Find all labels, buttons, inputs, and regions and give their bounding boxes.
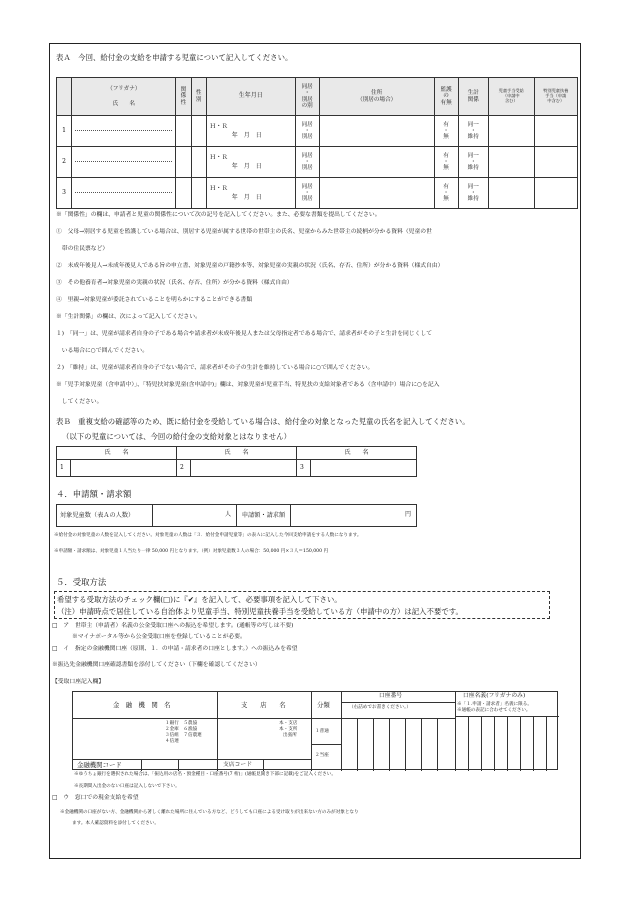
livelihood-choice[interactable]: 同一 ・ 維持 (458, 147, 488, 178)
option-u-note: ※金融機関の口座がない方、金融機関から著しく離れた場所に住んでいる方など、どうしても口座による受け取りが出来ない方のみが対象となり (60, 810, 359, 815)
account-type-checking[interactable]: ２当座 (315, 753, 329, 758)
table-a-header-row (57, 78, 578, 116)
account-number-header: 口座番号 (379, 693, 403, 699)
row-number: 2 (57, 147, 72, 178)
relation-input[interactable] (176, 178, 191, 209)
branch-type-option[interactable]: 本・支所 (279, 727, 298, 732)
special-allowance-input[interactable] (534, 116, 577, 147)
birthdate-input[interactable]: Ｈ・Ｒ 年 月 日 (206, 178, 295, 209)
table-b-header-row: 氏 名 氏 名 氏 名 (57, 447, 417, 460)
yucho-note: ※ゆうちょ銀行を選択された場合は、「振込用の店名・預金種目・口座番号(7 桁)」(通帳見開き下部に記載)をご記入ください。 (74, 772, 336, 777)
name-header: （フリガナ） 氏 名 (72, 78, 176, 116)
table-a-row-2 (57, 147, 578, 178)
branch-name-header: 支 店 名 (241, 701, 286, 709)
relation-input[interactable] (176, 116, 191, 147)
bank-type-option[interactable]: ３信組 ７信農連 (165, 733, 202, 738)
child-count-label: 対象児童数（表Ａの人数） (57, 505, 153, 527)
livelihood-header: 生計 関係 (458, 78, 488, 116)
child-allowance-input[interactable] (488, 116, 534, 147)
cohabitation-choice[interactable]: 同居 ・ 別居 (295, 116, 319, 147)
branch-type-option[interactable]: 本・支店 (279, 721, 298, 726)
address-header: 住所 （別居の場合） (319, 78, 434, 116)
section-4-title: ４．申請額・請求額 (56, 489, 132, 499)
livelihood-choice[interactable]: 同一 ・ 維持 (458, 116, 488, 147)
table-b-subtitle: （以下の児童については、今回の給付金の支給対象とはなりません） (62, 432, 291, 441)
account-holder-note: ※通帳の表記に合わせてください。 (457, 708, 531, 713)
bank-code-label: 金融機関コード (77, 761, 122, 769)
option-u-note: ます。本人確認資料を添付してください。 (72, 821, 159, 826)
child-allowance-header: 児童手当受給 （申請中 含む） (488, 78, 534, 116)
child-name-input[interactable] (72, 178, 176, 209)
account-table (72, 691, 558, 770)
sex-input[interactable] (191, 147, 206, 178)
note-line: 帯の住民票など） (56, 246, 109, 252)
special-allowance-input[interactable] (534, 147, 577, 178)
prior-child-name-input[interactable] (71, 460, 177, 477)
account-section-label: 【受取口座記入欄】 (52, 679, 105, 685)
amount-label: 申請額・請求額 (237, 505, 291, 527)
option-a-note: ※マイナポータル等から公金受取口座を登録していることが必要。 (72, 634, 246, 640)
birthdate-header: 生年月日 (206, 78, 295, 116)
address-input[interactable] (319, 116, 434, 147)
account-type-ordinary[interactable]: １普通 (315, 729, 329, 734)
child-count-input[interactable]: 人 (153, 505, 237, 527)
address-input[interactable] (319, 147, 434, 178)
account-holder-note: ※「１.申請・請求者」名義に限る。 (457, 702, 532, 707)
branch-code-label: 支店コード (223, 762, 252, 768)
note-line: ④ 里親→対象児童が委託されていることを明らかにすることができる書類 (56, 297, 253, 303)
amount-table (56, 504, 417, 527)
sex-input[interactable] (191, 178, 206, 209)
row-number: 1 (57, 116, 72, 147)
dormant-account-note: ※長期間入出金のない口座は記入しないで下さい。 (74, 784, 180, 789)
bank-name-header: 金 融 機 関 名 (113, 701, 171, 709)
row-number: 3 (57, 178, 72, 209)
relation-input[interactable] (176, 147, 191, 178)
note-line: いる場合に○で囲んでください。 (56, 348, 149, 354)
account-type-header: 分類 (317, 701, 330, 709)
table-b (56, 446, 417, 477)
note-line: ※「関係性」の欄は、申請者と児童の関係性について次の記号を記入してください。また、必要な書類を提出してください。 (56, 212, 381, 218)
table-b-title: 表Ｂ 重複支給の確認等のため、既に給付金を受給している場合は、給付金の対象となった児童の氏名を記入してください。 (56, 417, 470, 426)
prior-child-name-input[interactable] (311, 460, 417, 477)
bank-type-option[interactable]: ４信連 (165, 739, 179, 744)
note-line: ２) 「維持」は、児童が請求者自身の子でない場合で、請求者がその子の生計を維持している場合に○で囲んでください。 (56, 365, 374, 371)
branch-type-option[interactable]: 出張所 (283, 733, 297, 738)
note-line: ③ その他養育者→対象児童の実親の状況（氏名、存否、住所）が分かる資料（様式自由） (56, 280, 293, 286)
option-i-checkbox[interactable]: □ イ 指定の金融機関口座（原則、１．の申請・請求者の口座とします。）への振込みを希望 (52, 646, 298, 652)
account-number-note: （右詰めでお書きください。） (349, 705, 412, 710)
special-allowance-input[interactable] (534, 178, 577, 209)
custody-choice[interactable]: 有 ・ 無 (434, 178, 458, 209)
note-line: ① 父母→別居する児童を監護している場合は、別居する児童が属する世帯の世帯主の氏名、児童からみた世帯主の続柄が分かる資料（児童の世 (56, 229, 432, 235)
sex-header: 性 別 (191, 78, 206, 116)
note-line: １) 「同一」は、児童が請求者自身の子である場合や請求者が未成年後見人または父母指定者である場合で、請求者がその子と生計を同じくして (56, 331, 433, 337)
amount-note: ※申請額・請求額は、対象児童１人当たり一律 50,000 円となります。（例）対象児童数３人の場合：50,000 円×３人＝150,000 円 (54, 549, 329, 554)
bank-type-option[interactable]: ２金庫 ６漁協 (165, 727, 198, 732)
account-holder-header: 口座名義(フリガナのみ) (463, 693, 526, 699)
note-line: ※「児手対象児童（含申請中）」、「特児扶対象児童(含申請中)」欄は、対象児童が児童手当、特児扶の支給対象者である（含申請中）場合に○を記入 (56, 382, 440, 388)
option-a-checkbox[interactable]: □ ア 世帯主（申請者）名義の公金受取口座への振込を希望します。(通帳等の写しは不要) (52, 623, 294, 629)
prior-child-name-input[interactable] (191, 460, 297, 477)
bank-type-option[interactable]: １銀行 ５農協 (165, 721, 198, 726)
cohabitation-header: 同居 ・ 別居 の別 (295, 78, 319, 116)
special-allowance-header: 特別児童扶養 手当（申請 中含む） (534, 78, 577, 116)
cohabitation-choice[interactable]: 同居 ・ 別居 (295, 147, 319, 178)
child-allowance-input[interactable] (488, 147, 534, 178)
birthdate-input[interactable]: Ｈ・Ｒ 年 月 日 (206, 116, 295, 147)
note-line: してください。 (56, 399, 103, 405)
note-line: ※「生計関係」の欄は、次によって記入してください。 (56, 314, 201, 320)
amount-note: ※給付金の対象児童の人数を記入してください。対象児童の人数は「３．給付金申請児童等」の表Ａに記入した今回支給申請をする人数になります。 (54, 533, 362, 538)
option-i-note: ※振込先金融機関口座確認書類を添付してください（下欄を確認してください） (52, 662, 261, 668)
table-a-title: 表Ａ 今回、給付金の支給を申請する児童について記入してください。 (56, 53, 293, 62)
child-name-input[interactable] (72, 147, 176, 178)
table-a-row-1 (57, 116, 578, 147)
table-a-row-3 (57, 178, 578, 209)
application-form-page (49, 43, 581, 859)
relation-header: 関 係 性 (176, 78, 191, 116)
address-input[interactable] (319, 178, 434, 209)
birthdate-input[interactable]: Ｈ・Ｒ 年 月 日 (206, 147, 295, 178)
amount-input[interactable]: 円 (291, 505, 417, 527)
child-allowance-input[interactable] (488, 178, 534, 209)
custody-choice[interactable]: 有 ・ 無 (434, 147, 458, 178)
note-line: ② 未成年後見人→未成年後見人である旨の申立書、対象児童の戸籍抄本等、対象児童の実親の状況（氏名、存否、住所）が分かる資料（様式自由） (56, 263, 444, 269)
section-5-title: ５．受取方法 (56, 577, 107, 587)
custody-header: 監護 の 有無 (434, 78, 458, 116)
table-b-row: 1 2 3 (57, 460, 417, 477)
table-a (56, 77, 578, 209)
instruction-box: 希望する受取方法のチェック欄(□)に『✔』を記入して、必要事項を記入して下さい。 （注）申請時点で居住している自治体より児童手当、特別児童扶養手当を受給している方（申請中の方）は記入不要です。 (54, 591, 550, 619)
option-u-checkbox[interactable]: □ ウ 窓口での現金支給を希望 (52, 795, 139, 801)
cohabitation-choice[interactable]: 同居 ・ 別居 (295, 178, 319, 209)
sex-input[interactable] (191, 116, 206, 147)
custody-choice[interactable]: 有 ・ 無 (434, 116, 458, 147)
child-name-input[interactable] (72, 116, 176, 147)
livelihood-choice[interactable]: 同一 ・ 維持 (458, 178, 488, 209)
